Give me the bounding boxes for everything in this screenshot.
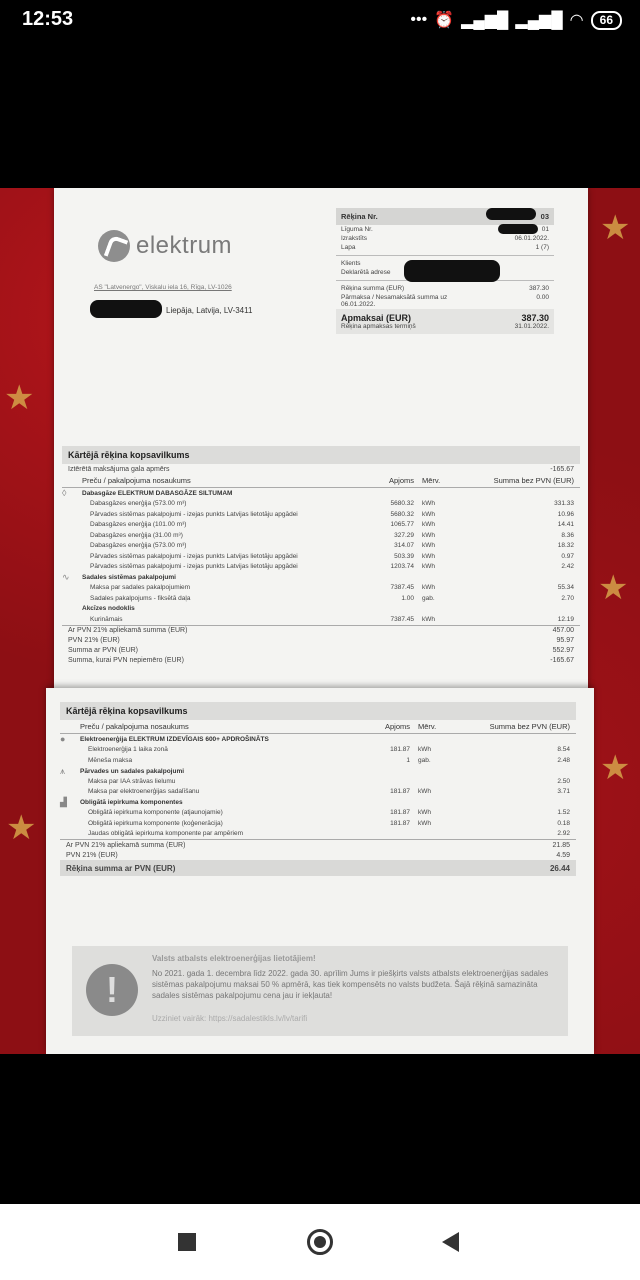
wifi-icon: ◠ — [569, 12, 584, 29]
square-icon — [178, 1233, 196, 1251]
item-qty: 1 — [406, 756, 410, 764]
wave-icon: ∿ — [62, 572, 70, 582]
item-qty: 5680.32 — [390, 510, 414, 518]
group-excise: Akcīzes nodoklis — [82, 605, 135, 613]
elektrum-logo — [98, 230, 232, 262]
table-row — [60, 787, 576, 798]
summary-gas-title: Kārtējā rēķina kopsavilkums — [62, 446, 580, 464]
item-name: Dabasgāzes enerģija (101.00 m³) — [90, 521, 187, 529]
exclamation-icon: ! — [86, 964, 138, 1016]
status-icons — [410, 8, 622, 32]
item-qty: 181.87 — [390, 788, 410, 796]
total-label: Ar PVN 21% apliekamā summa (EUR) — [68, 627, 188, 634]
alarm-icon: ⏰ — [434, 12, 455, 29]
item-sum: 0.97 — [561, 552, 574, 560]
table-row — [60, 745, 576, 756]
electricity-rows — [60, 745, 576, 766]
home-button[interactable] — [306, 1228, 334, 1256]
item-qty: 1065.77 — [390, 521, 414, 529]
summary-electricity-header — [60, 720, 576, 734]
group-transmission: Pārvades un sadales pakalpojumi — [80, 767, 185, 775]
factory-icon: ▟ — [60, 797, 67, 807]
item-name: Dabasgāzes enerģija (31.00 m³) — [90, 531, 183, 539]
redacted-name — [90, 300, 162, 318]
invoice-no-label: Rēķina Nr. — [341, 212, 378, 221]
item-name: Maksa par elektroenerģijas sadalīšanu — [88, 788, 200, 796]
col-unit: Mērv. — [422, 476, 441, 485]
item-unit: kWh — [418, 819, 431, 827]
page-value: 1 (7) — [535, 244, 549, 251]
item-sum: 3.71 — [557, 788, 570, 796]
table-row — [60, 776, 576, 787]
item-name: Maksa par IAA strāvas lielumu — [88, 777, 176, 785]
total-value: 4.59 — [556, 851, 570, 859]
battery-icon: 66 — [591, 11, 622, 30]
item-qty: 503.39 — [394, 552, 414, 560]
signal-icon: ▂▄▆█ — [461, 12, 509, 29]
star-decoration-icon: ★ — [600, 209, 631, 247]
item-name: Kurināmais — [90, 615, 123, 623]
grand-total — [60, 860, 576, 876]
item-qty: 7387.45 — [390, 615, 414, 623]
invoice-no-value: 03 — [540, 212, 549, 221]
item-name: Dabasgāzes enerģija (573.00 m³) — [90, 500, 187, 508]
issued-value: 06.01.2022. — [514, 235, 549, 242]
due-label: Rēķina apmaksas termiņš — [341, 323, 416, 330]
grand-total-label: Rēķina summa ar PVN (EUR) — [66, 863, 176, 873]
item-qty: 181.87 — [390, 746, 410, 754]
total-label: Summa, kurai PVN nepiemēro (EUR) — [68, 657, 184, 664]
total-value: -165.67 — [550, 657, 574, 664]
item-sum: 2.42 — [561, 563, 574, 571]
star-decoration-icon: ★ — [598, 569, 629, 607]
item-unit: kWh — [422, 521, 435, 529]
client-label: Klients — [341, 260, 361, 267]
table-row — [62, 551, 580, 562]
item-name: Pārvades sistēmas pakalpojumi - izejas punkts Latvijas lietotāju apgādei — [90, 552, 298, 560]
notice-title: Valsts atbalsts elektroenerģijas lietotājiem! — [152, 954, 316, 963]
item-name: Pārvades sistēmas pakalpojumi - izejas punkts Latvijas lietotāju apgādei — [90, 563, 298, 571]
gas-rows — [62, 499, 580, 573]
pay-label: Apmaksai (EUR) — [341, 313, 412, 323]
table-row — [62, 562, 580, 573]
contract-value: 01 — [541, 226, 549, 233]
item-sum: 2.70 — [561, 594, 574, 602]
item-unit: kWh — [422, 531, 435, 539]
col-sum: Summa bez PVN (EUR) — [489, 722, 570, 731]
page-label: Lapa — [341, 244, 356, 251]
item-qty: 314.07 — [394, 542, 414, 550]
item-qty: 327.29 — [394, 531, 414, 539]
item-name: Jaudas obligātā iepirkuma komponente par ampēriem — [88, 830, 244, 838]
invoice-photo[interactable] — [0, 188, 640, 1054]
mandatory-rows — [60, 808, 576, 840]
issued-label: Izrakstīts — [341, 235, 368, 242]
star-decoration-icon: ★ — [4, 379, 35, 417]
total-value: 552.97 — [552, 647, 574, 654]
item-name: Pārvades sistēmas pakalpojumi - izejas punkts Latvijas lietotāju apgādei — [90, 510, 298, 518]
item-sum: 2.48 — [557, 756, 570, 764]
group-electricity: Elektroenerģija ELEKTRUM IZDEVĪGAIS 600+ APDROŠINĀTS — [80, 735, 269, 743]
total-label: PVN 21% (EUR) — [66, 851, 118, 859]
total-value: 457.00 — [552, 627, 574, 634]
item-sum: 0.18 — [557, 819, 570, 827]
item-unit: kWh — [422, 563, 435, 571]
total-row — [62, 625, 580, 636]
item-sum: 12.19 — [557, 615, 574, 623]
total-row — [62, 646, 580, 656]
overpay-label: Pārmaksa / Nesamaksātā summa uz 06.01.2022. — [341, 294, 448, 308]
star-decoration-icon: ★ — [6, 809, 37, 847]
item-unit: kWh — [422, 615, 435, 623]
flame-icon: ◊ — [62, 488, 67, 499]
pay-value: 387.30 — [521, 313, 549, 323]
excise-rows — [62, 614, 580, 625]
sender-address: AS "Latvenergo", Viskalu iela 16, Rīga, LV-1026 — [94, 284, 232, 291]
item-sum: 1.52 — [557, 809, 570, 817]
summary-gas-header — [62, 474, 580, 488]
circle-icon — [307, 1229, 333, 1255]
total-row — [60, 850, 576, 860]
item-qty: 7387.45 — [390, 584, 414, 592]
total-value: 95.97 — [556, 637, 574, 644]
item-qty: 1203.74 — [390, 563, 414, 571]
col-unit: Mērv. — [418, 722, 437, 731]
col-name: Preču / pakalpojuma nosaukums — [82, 476, 191, 485]
summary-gas-totals — [62, 625, 580, 666]
total-label: Summa ar PVN (EUR) — [68, 647, 139, 654]
col-qty: Apjoms — [384, 722, 410, 731]
item-unit: kWh — [422, 510, 435, 518]
item-name: Obligātā iepirkuma komponente (koģenerācija) — [88, 819, 223, 827]
col-sum: Summa bez PVN (EUR) — [493, 476, 574, 485]
table-row — [62, 499, 580, 510]
due-value: 31.01.2022. — [514, 323, 549, 330]
item-name: Dabasgāzes enerģija (573.00 m³) — [90, 542, 187, 550]
declared-address-label: Deklarētā adrese — [341, 269, 391, 276]
total-row — [62, 636, 580, 646]
item-unit: gab. — [422, 594, 435, 602]
group-mandatory: Obligātā iepirkuma komponentes — [80, 799, 183, 806]
item-sum: 8.54 — [557, 746, 570, 754]
redacted-contract-no — [498, 224, 538, 234]
signal-2-icon: ▂▄▆█ — [515, 12, 563, 29]
grand-total-value: 26.44 — [549, 863, 570, 873]
elektrum-logo-icon — [98, 230, 130, 262]
redacted-invoice-no — [486, 208, 536, 220]
star-decoration-icon: ★ — [600, 749, 631, 787]
item-qty: 1.00 — [401, 594, 414, 602]
contract-label: Līguma Nr. — [341, 226, 373, 233]
more-dots-icon: ••• — [410, 11, 428, 28]
item-name: Mēneša maksa — [88, 756, 133, 764]
navigation-bar — [0, 1204, 640, 1280]
notice-link[interactable]: Uzziniet vairāk: https://sadalestikls.lv/lv/tarifi — [152, 1014, 308, 1023]
carry-value: -165.67 — [550, 465, 574, 473]
table-row — [62, 583, 580, 594]
logo-text: elektrum — [136, 232, 233, 259]
overpay-value: 0.00 — [536, 294, 549, 301]
table-row — [60, 755, 576, 766]
distribution-rows — [62, 583, 580, 604]
recipient-address: Liepāja, Latvija, LV-3411 — [166, 306, 253, 315]
item-unit: kWh — [422, 552, 435, 560]
item-unit: kWh — [422, 500, 435, 508]
total-label: PVN 21% (EUR) — [68, 637, 120, 644]
col-qty: Apjoms — [388, 476, 414, 485]
table-row — [62, 530, 580, 541]
item-sum: 14.41 — [557, 521, 574, 529]
table-row — [62, 509, 580, 520]
table-row — [60, 829, 576, 840]
item-unit: kWh — [422, 584, 435, 592]
summary-electricity-title: Kārtējā rēķina kopsavilkums — [60, 702, 576, 720]
total-row — [62, 656, 580, 666]
table-row — [62, 614, 580, 625]
item-sum: 2.50 — [557, 777, 570, 785]
status-bar — [0, 0, 640, 40]
item-name: Maksa par sadales pakalpojumiem — [90, 584, 191, 592]
item-name: Sadales pakalpojums - fiksētā daļa — [90, 594, 191, 602]
item-name: Obligātā iepirkuma komponente (atjaunojamie) — [88, 809, 223, 817]
total-row — [60, 839, 576, 850]
total-value: 21.85 — [552, 841, 570, 849]
item-name: Elektroenerģija 1 laika zonā — [88, 746, 168, 754]
table-row — [62, 593, 580, 604]
item-sum: 55.34 — [557, 584, 574, 592]
sum-label: Rēķina summa (EUR) — [341, 285, 405, 292]
col-name: Preču / pakalpojuma nosaukums — [80, 722, 189, 731]
table-row — [62, 520, 580, 531]
back-triangle-icon — [442, 1232, 459, 1252]
table-row — [62, 541, 580, 552]
item-qty: 181.87 — [390, 819, 410, 827]
carry-label: Iztērētā maksājuma gala apmērs — [68, 465, 170, 473]
summary-electricity-totals — [60, 839, 576, 860]
item-unit: kWh — [418, 809, 431, 817]
clock: 12:53 — [22, 8, 74, 30]
tower-icon: ⩚ — [60, 765, 66, 776]
item-qty: 181.87 — [390, 809, 410, 817]
group-gas: Dabasgāze ELEKTRUM DABASGĀZE SILTUMAM — [82, 489, 233, 497]
recents-button[interactable] — [173, 1228, 201, 1256]
transmission-rows — [60, 776, 576, 797]
redacted-client — [404, 260, 500, 282]
item-sum: 8.36 — [561, 531, 574, 539]
item-unit: kWh — [418, 746, 431, 754]
sum-value: 387.30 — [529, 285, 549, 292]
item-sum: 2.92 — [557, 830, 570, 838]
item-sum: 331.33 — [554, 500, 574, 508]
invoice-page-2 — [46, 688, 594, 1054]
table-row — [60, 818, 576, 829]
item-sum: 10.96 — [557, 510, 574, 518]
table-row — [60, 808, 576, 819]
item-unit: kWh — [418, 788, 431, 796]
item-unit: kWh — [422, 542, 435, 550]
notice-text: No 2021. gada 1. decembra līdz 2022. gada 30. aprīlim Jums ir piešķirts valsts atbalsts elektroenerģijas sadales sistēmas pakalpojumu maksai 50 % apmērā, kas tiek kompensēts no valsts budžeta. Šajā rēķinā samazināta sadales sistēmas pakalpojumu cena jau ir iekļauta! — [152, 969, 549, 1000]
back-button[interactable] — [436, 1228, 464, 1256]
summary-electricity — [60, 702, 576, 876]
pay-total-box — [336, 309, 554, 334]
summary-gas — [62, 446, 580, 666]
item-unit: gab. — [418, 756, 431, 764]
total-label: Ar PVN 21% apliekamā summa (EUR) — [66, 841, 186, 849]
item-sum: 18.32 — [557, 542, 574, 550]
bulb-icon: ● — [60, 734, 66, 745]
item-qty: 5680.32 — [390, 500, 414, 508]
state-support-notice — [72, 946, 568, 1036]
group-distribution: Sadales sistēmas pakalpojumi — [82, 574, 176, 581]
